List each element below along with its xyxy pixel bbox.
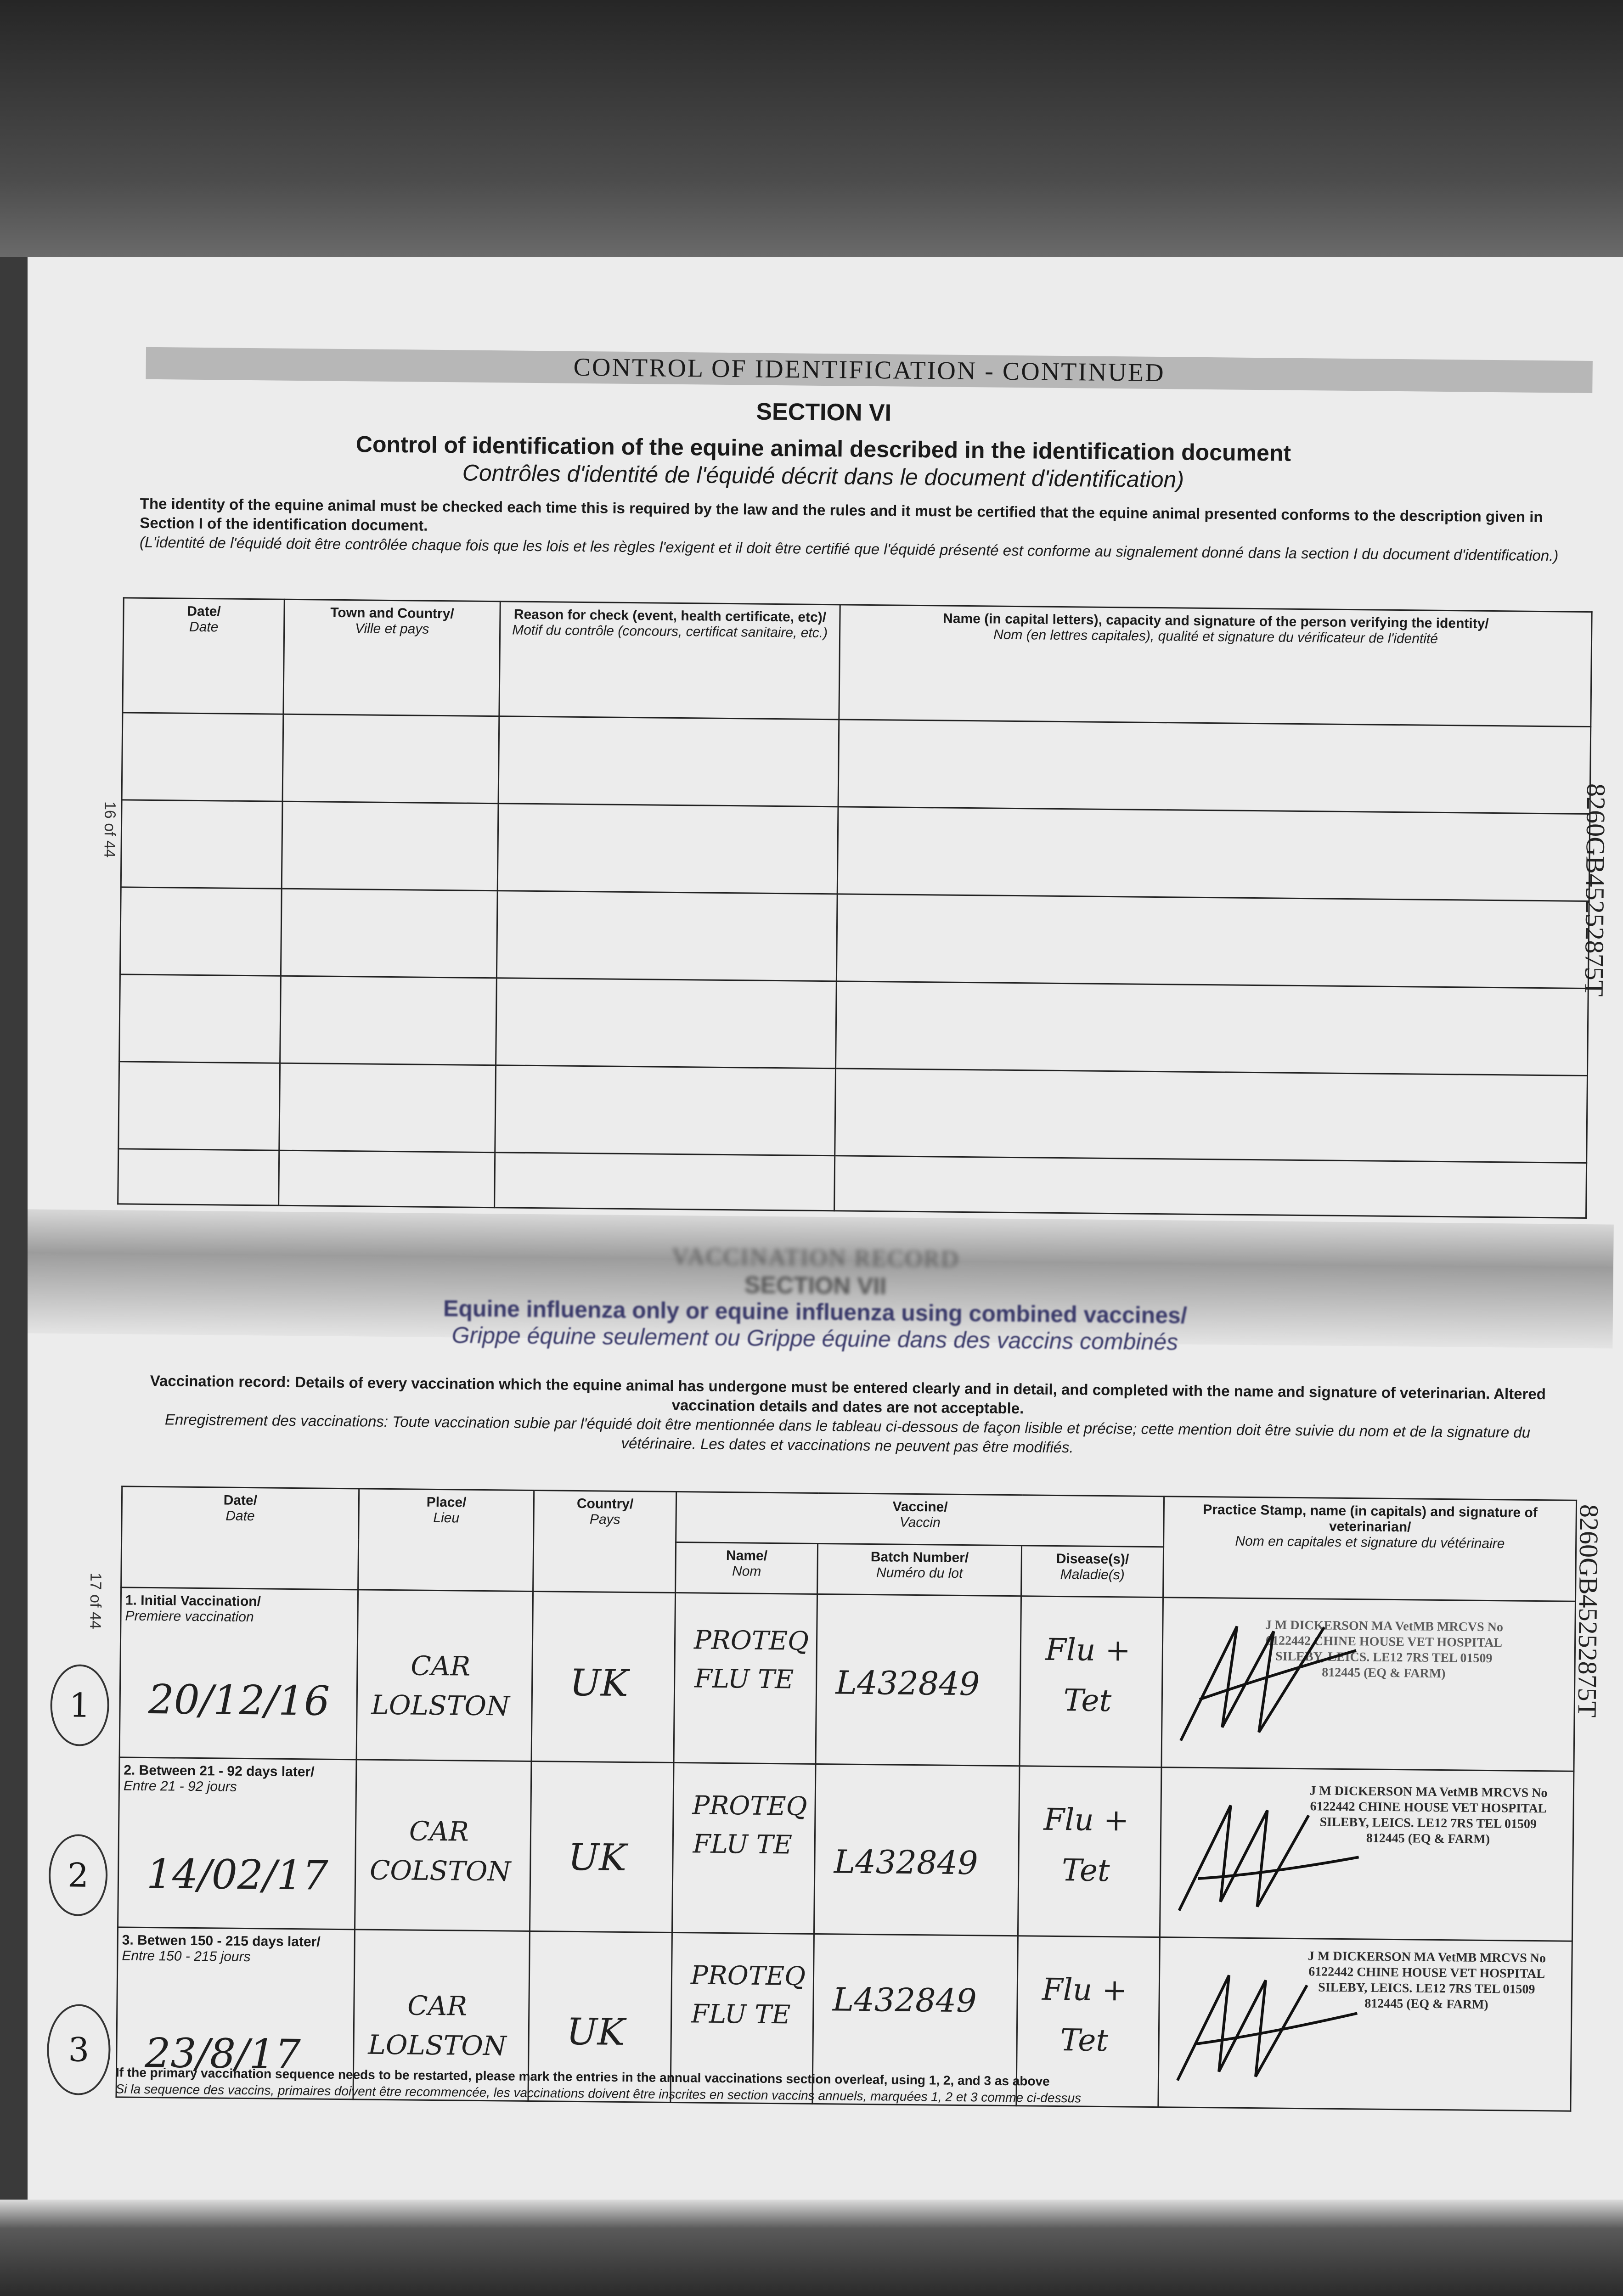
section-vii-title-fr: Grippe équine seulement ou Grippe équine dans des vaccins combinés	[451, 1322, 1178, 1355]
vaccination-country: UK	[566, 2010, 625, 2054]
col-country: Country/ Pays	[533, 1491, 676, 1593]
scan-bottom-shadow	[0, 2200, 1623, 2296]
vaccination-date: 20/12/16	[148, 1675, 330, 1725]
row-label: 2. Between 21 - 92 days later/	[124, 1762, 315, 1780]
vaccine-name: PROTEQ FLU TE	[693, 1625, 809, 1695]
document-id-top: 8260GB45252875T	[1579, 783, 1612, 997]
disease: Flu + Tet	[1043, 1801, 1129, 1889]
identity-check-table	[117, 597, 1593, 1219]
row-label-fr: Entre 21 - 92 jours	[123, 1778, 237, 1795]
footer-note-en: If the primary vaccination sequence needs to be restarted, please mark the entries in the annual vaccinations section overleaf, using 1, 2, and 3 as above	[115, 2065, 1050, 2088]
col-reason: Reason for check (event, health certificate, etc)/ Motif du contrôle (concours, certificat sanitaire, etc.)	[499, 602, 840, 720]
vaccination-place: CAR COLSTON	[369, 1815, 511, 1887]
table-row	[121, 800, 1590, 901]
section-vi-note	[140, 494, 1582, 566]
passport-page	[28, 257, 1623, 2204]
section-vii-heading: SECTION VII	[744, 1272, 887, 1300]
section-vii-note-en: Vaccination record: Details of every vaccination which the equine animal has undergone must be entered clearly and in detail, and completed with the name and signature of veterinarian. Altered vaccination details and dates are not acceptable.	[150, 1372, 1546, 1417]
batch-number: L432849	[835, 1664, 980, 1703]
table-row	[118, 1062, 1588, 1163]
section-vi-note-en: The identity of the equine animal must be checked each time this is required by the law and the rules and it must be certified that the equine animal presented conforms to the description given in Section I of the identification document.	[140, 495, 1543, 534]
circled-number: 1	[50, 1664, 110, 1746]
row-label: 1. Initial Vaccination/	[125, 1593, 261, 1609]
vet-stamp: J M DICKERSON MA VetMB MRCVS No 6122442 CHINE HOUSE VET HOSPITAL SILEBY, LEICS. LE12 7RS TEL 01509 812445 (EQ & FARM)	[1309, 1784, 1548, 1847]
col-date: Date/ Date	[123, 598, 284, 714]
section-vi-title-fr: Contrôles d'identité de l'équidé décrit dans le document d'identification)	[462, 460, 1184, 493]
section-vi-note-fr: (L'identité de l'équidé doit être contrôlée chaque fois que les lois et les règles l'exigent et il doit être certifié que l'équidé présenté est conforme au signalement donné dans la section I du document d'identification.)	[139, 533, 1559, 564]
disease: Flu + Tet	[1042, 1971, 1128, 2059]
batch-number: L432849	[834, 1843, 978, 1882]
section-vii-title-en: Equine influenza only or equine influenza using combined vaccines/	[443, 1295, 1188, 1328]
col-batch: Batch Number/ Numéro du lot	[817, 1543, 1022, 1596]
section-vii-note-fr: Enregistrement des vaccinations: Toute vaccination subie par l'équidé doit être mentionnée dans le tableau ci-dessous de façon lisible et précise; cette mention doit être suivie du nom et de la signature du vétérinaire. Les dates et vaccinations ne peuvent pas être modifiés.	[164, 1411, 1531, 1456]
row-label-fr: Entre 150 - 215 jours	[122, 1948, 251, 1965]
row-label: 3. Betwen 150 - 215 days later/	[122, 1932, 321, 1950]
document-id-bottom: 8260GB45252875T	[1572, 1504, 1605, 1718]
vaccine-name: PROTEQ FLU TE	[692, 1790, 807, 1860]
scan-top-shadow	[0, 0, 1623, 257]
vaccination-place: CAR LOLSTON	[368, 1990, 507, 2062]
row-label-fr: Premiere vaccination	[125, 1608, 254, 1625]
section-vii-note	[126, 1371, 1569, 1462]
vet-stamp: J M DICKERSON MA VetMB MRCVS No 6122442 CHINE HOUSE VET HOSPITAL SILEBY, LEICS. LE12 7RS TEL 01509 812445 (EQ & FARM)	[1265, 1618, 1504, 1681]
vaccination-table	[115, 1486, 1577, 2111]
col-vaccine-name: Name/ Nom	[676, 1542, 818, 1594]
table-row	[119, 1587, 1575, 1771]
vaccination-place: CAR LOLSTON	[371, 1650, 510, 1722]
vet-signature	[1170, 1786, 1364, 1926]
vaccination-country: UK	[568, 1835, 627, 1880]
section-vii-banner: VACCINATION RECORD	[671, 1243, 960, 1272]
batch-number: L432849	[832, 1981, 977, 2020]
vet-stamp: J M DICKERSON MA VetMB MRCVS No 6122442 CHINE HOUSE VET HOSPITAL SILEBY, LEICS. LE12 7RS TEL 01509 812445 (EQ & FARM)	[1307, 1949, 1546, 2012]
table-row	[119, 974, 1589, 1076]
col-vaccine: Vaccine/ Vaccin	[676, 1492, 1165, 1547]
page-number-top: 16 of 44	[101, 801, 119, 858]
section-vi-heading: SECTION VI	[756, 398, 892, 427]
table-row	[120, 887, 1589, 989]
col-verifier: Name (in capital letters), capacity and signature of the person verifying the identity/ Nom (en lettres capitales), qualité et signature du vérificateur de l'identité	[839, 605, 1592, 727]
circled-number: 3	[47, 2004, 111, 2095]
table-row	[122, 713, 1591, 814]
col-town-country: Town and Country/ Ville et pays	[283, 599, 500, 716]
table-row	[118, 1757, 1574, 1941]
vaccination-country: UK	[569, 1661, 629, 1705]
vaccination-date: 23/8/17	[144, 2029, 301, 2078]
vet-signature	[1172, 1607, 1366, 1756]
col-date: Date/ Date	[121, 1486, 359, 1590]
col-practice-stamp: Practice Stamp, name (in capitals) and signature of veterinarian/ Nom en capitales et signature du vétérinaire	[1163, 1497, 1577, 1602]
circled-number: 2	[48, 1834, 108, 1916]
footer-note-fr: Si la sequence des vaccins, primaires doivent être recommencée, les vaccinations doivent être inscrites en section vaccins annuels, marquées 1, 2 et 3 comme ci-dessus	[115, 2082, 1082, 2105]
col-place: Place/ Lieu	[358, 1489, 534, 1592]
section-vi-banner: CONTROL OF IDENTIFICATION - CONTINUED	[146, 347, 1593, 393]
section-vi-title-en: Control of identification of the equine animal described in the identification document	[355, 431, 1291, 466]
page-number-bottom: 17 of 44	[86, 1572, 105, 1629]
disease: Flu + Tet	[1045, 1632, 1131, 1719]
col-disease: Disease(s)/ Maladie(s)	[1021, 1546, 1164, 1598]
vaccine-name: PROTEQ FLU TE	[690, 1960, 806, 2030]
vaccination-date: 14/02/17	[146, 1850, 328, 1899]
